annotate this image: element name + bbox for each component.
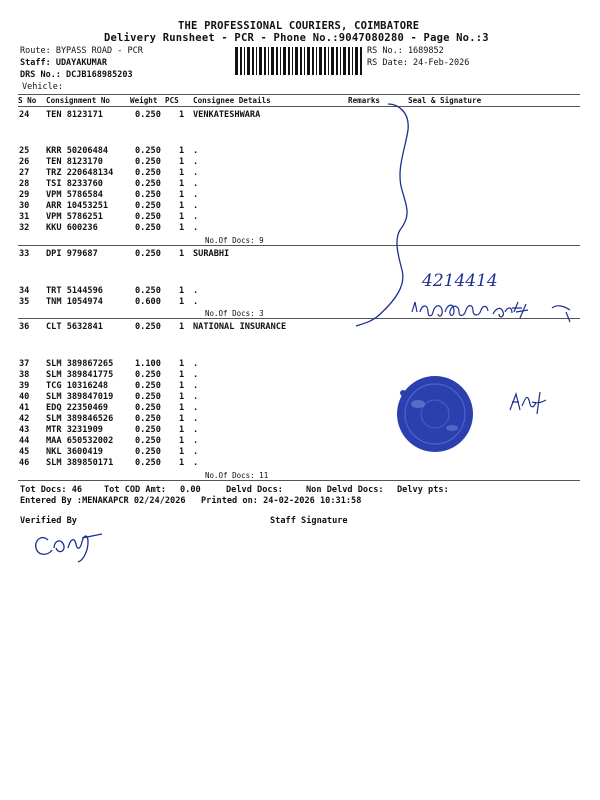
weight: 0.250: [135, 190, 161, 200]
weight: 0.250: [135, 223, 161, 233]
verified-signature: [36, 534, 102, 562]
consignee: .: [193, 179, 199, 189]
weight: 0.250: [135, 286, 161, 296]
sno: 45: [19, 447, 30, 457]
col-remarks: Remarks: [348, 96, 381, 105]
rs-date: RS Date: 24-Feb-2026: [367, 58, 470, 68]
sno: 34: [19, 286, 30, 296]
weight: 0.250: [135, 425, 161, 435]
sno: 25: [19, 146, 30, 156]
sno: 39: [19, 381, 30, 391]
consignment-no: TEN 8123170: [46, 157, 103, 167]
sno: 40: [19, 392, 30, 402]
pcs: 1: [179, 436, 185, 446]
consignee: .: [193, 146, 199, 156]
weight: 0.250: [135, 249, 161, 259]
sno: 35: [19, 297, 30, 307]
consignment-no: EDQ 22350469: [46, 403, 109, 413]
consignee: .: [193, 447, 199, 457]
consignee: .: [193, 223, 199, 233]
group-doc-count: No.Of Docs: 3: [205, 309, 264, 318]
consignment-no: SLM 389867265: [46, 359, 114, 369]
pcs: 1: [179, 297, 185, 307]
pcs: 1: [179, 146, 185, 156]
consignment-no: DPI 979687: [46, 249, 98, 259]
pcs: 1: [179, 249, 185, 259]
weight: 0.250: [135, 447, 161, 457]
weight: 0.250: [135, 458, 161, 468]
drs-number: DRS No.: DCJB168985203: [20, 70, 133, 80]
weight: 0.250: [135, 392, 161, 402]
consignee: .: [193, 425, 199, 435]
consignment-no: TRZ 220648134: [46, 168, 114, 178]
sno: 41: [19, 403, 30, 413]
weight: 0.250: [135, 370, 161, 380]
sno: 29: [19, 190, 30, 200]
pcs: 1: [179, 157, 185, 167]
consignee: VENKATESHWARA: [193, 110, 261, 120]
consignee: .: [193, 436, 199, 446]
consignment-no: MAA 650532002: [46, 436, 114, 446]
col-consignee: Consignee Details: [193, 96, 271, 105]
consignment-no: SLM 389850171: [46, 458, 114, 468]
sno: 38: [19, 370, 30, 380]
initials-mark: [510, 392, 546, 414]
printed-on: Printed on: 24-02-2026 10:31:58: [201, 496, 362, 506]
consignee: .: [193, 414, 199, 424]
runsheet-title: Delivery Runsheet - PCR - Phone No.:9047080280 - Page No.:3: [104, 32, 489, 44]
consignee: .: [193, 359, 199, 369]
sno: 24: [19, 110, 30, 120]
pcs: 1: [179, 201, 185, 211]
weight: 0.250: [135, 322, 161, 332]
weight: 0.250: [135, 436, 161, 446]
vehicle: Vehicle:: [22, 82, 63, 92]
consignment-no: TRT 5144596: [46, 286, 103, 296]
weight: 0.250: [135, 110, 161, 120]
col-consignment: Consignment No: [46, 96, 111, 105]
col-seal-signature: Seal & Signature: [408, 96, 482, 105]
pcs: 1: [179, 286, 185, 296]
pcs: 1: [179, 168, 185, 178]
consignee: .: [193, 392, 199, 402]
weight: 0.250: [135, 414, 161, 424]
consignment-no: ARR 10453251: [46, 201, 109, 211]
consignee: .: [193, 201, 199, 211]
pcs: 1: [179, 110, 185, 120]
consignee: .: [193, 381, 199, 391]
total-cod-label: Tot COD Amt:: [104, 485, 167, 495]
weight: 0.250: [135, 201, 161, 211]
consignment-no: SLM 389847019: [46, 392, 114, 402]
pcs: 1: [179, 212, 185, 222]
pcs: 1: [179, 425, 185, 435]
consignment-no: KRR 50206484: [46, 146, 109, 156]
col-weight: Weight: [130, 96, 158, 105]
consignment-no: TEN 8123171: [46, 110, 103, 120]
weight: 0.250: [135, 212, 161, 222]
entered-by: Entered By :MENAKAPCR 02/24/2026: [20, 496, 186, 506]
sno: 36: [19, 322, 30, 332]
pcs: 1: [179, 322, 185, 332]
sno: 31: [19, 212, 30, 222]
pcs: 1: [179, 403, 185, 413]
weight: 0.250: [135, 146, 161, 156]
sno: 42: [19, 414, 30, 424]
consignee: .: [193, 403, 199, 413]
group-doc-count: No.Of Docs: 9: [205, 236, 264, 245]
sno: 26: [19, 157, 30, 167]
col-sno: S No: [18, 96, 37, 105]
sno: 43: [19, 425, 30, 435]
consignment-no: TNM 1054974: [46, 297, 103, 307]
consignee: .: [193, 190, 199, 200]
company-name: THE PROFESSIONAL COURIERS, COIMBATORE: [178, 20, 420, 32]
sno: 28: [19, 179, 30, 189]
consignee: .: [193, 286, 199, 296]
consignment-no: TSI 8233760: [46, 179, 103, 189]
consignee: .: [193, 297, 199, 307]
pcs: 1: [179, 392, 185, 402]
weight: 0.250: [135, 403, 161, 413]
consignment-no: KKU 600236: [46, 223, 98, 233]
sno: 44: [19, 436, 30, 446]
consignment-no: MTR 3231909: [46, 425, 103, 435]
delivered-docs: Delvd Docs:: [226, 485, 283, 495]
weight: 1.100: [135, 359, 161, 369]
consignee: .: [193, 458, 199, 468]
pcs: 1: [179, 447, 185, 457]
delivery-points: Delvy pts:: [397, 485, 449, 495]
consignee: .: [193, 157, 199, 167]
sno: 33: [19, 249, 30, 259]
consignee: NATIONAL INSURANCE: [193, 322, 287, 332]
verified-by-label: Verified By: [20, 516, 77, 526]
ink-stamp: [397, 376, 473, 452]
total-docs: Tot Docs: 46: [20, 485, 83, 495]
consignment-no: VPM 5786584: [46, 190, 103, 200]
non-delivered-docs: Non Delvd Docs:: [306, 485, 384, 495]
pcs: 1: [179, 414, 185, 424]
pcs: 1: [179, 190, 185, 200]
consignee: .: [193, 370, 199, 380]
weight: 0.250: [135, 179, 161, 189]
consignment-no: CLT 5632841: [46, 322, 103, 332]
group-doc-count: No.Of Docs: 11: [205, 471, 269, 480]
pcs: 1: [179, 223, 185, 233]
weight: 0.600: [135, 297, 161, 307]
sno: 30: [19, 201, 30, 211]
route: Route: BYPASS ROAD - PCR: [20, 46, 143, 56]
rs-number: RS No.: 1689852: [367, 46, 444, 56]
col-pcs: PCS: [165, 96, 179, 105]
sno: 46: [19, 458, 30, 468]
consignee: SURABHI: [193, 249, 230, 259]
staff: Staff: UDAYAKUMAR: [20, 58, 107, 68]
consignee: .: [193, 168, 199, 178]
sno: 27: [19, 168, 30, 178]
handwritten-number: 4214414: [422, 271, 498, 291]
total-cod-value: 0.00: [180, 485, 201, 495]
consignment-no: VPM 5786251: [46, 212, 103, 222]
weight: 0.250: [135, 157, 161, 167]
pcs: 1: [179, 381, 185, 391]
pcs: 1: [179, 359, 185, 369]
consignment-no: TCG 10316248: [46, 381, 109, 391]
cursive-signature: [412, 302, 570, 322]
weight: 0.250: [135, 381, 161, 391]
consignee: .: [193, 212, 199, 222]
consignment-no: SLM 389846526: [46, 414, 114, 424]
sno: 37: [19, 359, 30, 369]
sno: 32: [19, 223, 30, 233]
weight: 0.250: [135, 168, 161, 178]
staff-signature-label: Staff Signature: [270, 516, 348, 526]
pcs: 1: [179, 179, 185, 189]
brace-mark: [356, 104, 408, 326]
consignment-no: SLM 389841775: [46, 370, 114, 380]
pcs: 1: [179, 370, 185, 380]
consignment-no: NKL 3600419: [46, 447, 103, 457]
pcs: 1: [179, 458, 185, 468]
